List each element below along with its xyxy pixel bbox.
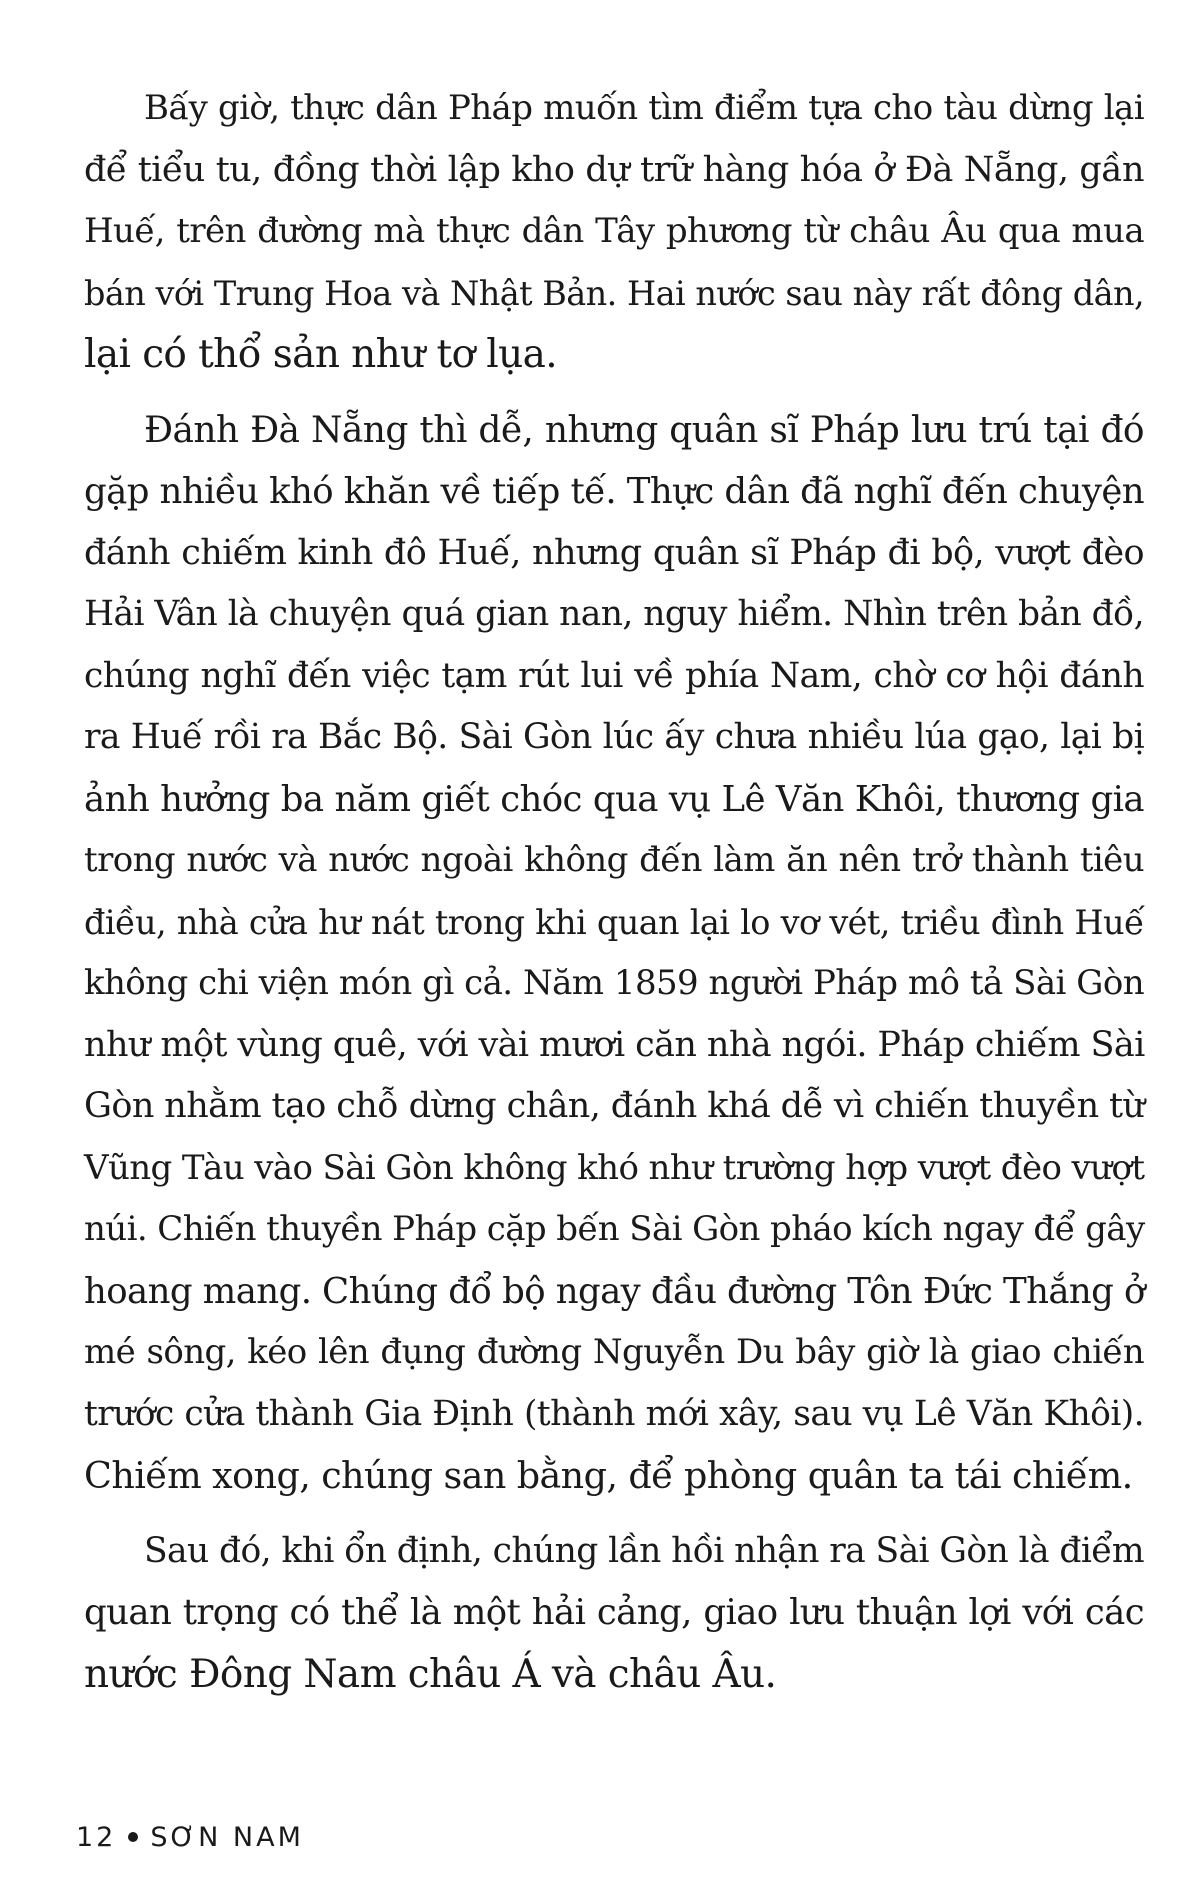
text-line: như một vùng quê, với vài mươi căn nhà ngói. Pháp chiếm Sài — [84, 1024, 1145, 1065]
text-line: gặp nhiều khó khăn về tiếp tế. Thực dân đã nghĩ đến chuyện — [84, 471, 1144, 512]
page-footer — [76, 1822, 304, 1853]
text-line: điều, nhà cửa hư nát trong khi quan lại lo vơ vét, triều đình Huế — [84, 902, 1144, 942]
page-body — [84, 78, 1144, 1719]
text-line: lại có thổ sản như tơ lụa. — [84, 332, 558, 377]
text-line: Chiếm xong, chúng san bằng, để phòng quân ta tái chiếm. — [84, 1454, 1133, 1497]
text-line: Gòn nhằm tạo chỗ dừng chân, đánh khá dễ vì chiến thuyền từ — [84, 1086, 1145, 1126]
paragraph-1 — [84, 78, 1144, 386]
author-name: SƠN NAM — [150, 1822, 304, 1853]
text-line: trước cửa thành Gia Định (thành mới xây, sau vụ Lê Văn Khôi). — [84, 1393, 1144, 1434]
text-line: đánh chiếm kinh đô Huế, nhưng quân sĩ Pháp đi bộ, vượt đèo — [84, 532, 1144, 573]
text-line: núi. Chiến thuyền Pháp cặp bến Sài Gòn pháo kích ngay để gây — [84, 1209, 1145, 1249]
text-line: nước Đông Nam châu Á và châu Âu. — [84, 1651, 777, 1697]
paragraph-2 — [84, 400, 1144, 1507]
text-line: không chi viện món gì cả. Năm 1859 người Pháp mô tả Sài Gòn — [84, 963, 1144, 1003]
text-line: quan trọng có thể là một hải cảng, giao lưu thuận lợi với các — [84, 1592, 1144, 1633]
text-line: Vũng Tàu vào Sài Gòn không khó như trường hợp vượt đèo vượt — [84, 1147, 1145, 1188]
bullet-separator-icon — [128, 1832, 138, 1842]
text-line: hoang mang. Chúng đổ bộ ngay đầu đường Tôn Đức Thắng ở — [84, 1270, 1145, 1312]
paragraph-3 — [84, 1521, 1144, 1706]
text-line: bán với Trung Hoa và Nhật Bản. Hai nước sau này rất đông dân, — [84, 273, 1144, 313]
text-line: mé sông, kéo lên đụng đường Nguyễn Du bây giờ là giao chiến — [84, 1332, 1144, 1372]
text-line: trong nước và nước ngoài không đến làm ăn nên trở thành tiêu — [84, 840, 1144, 880]
text-line: ảnh hưởng ba năm giết chóc qua vụ Lê Văn Khôi, thương gia — [84, 778, 1144, 820]
text-line: Bấy giờ, thực dân Pháp muốn tìm điểm tựa cho tàu dừng lại — [144, 88, 1144, 128]
text-line: Huế, trên đường mà thực dân Tây phương từ châu Âu qua mua — [84, 211, 1144, 251]
page-number: 12 — [76, 1822, 117, 1853]
text-line: ra Huế rồi ra Bắc Bộ. Sài Gòn lúc ấy chưa nhiều lúa gạo, lại bị — [84, 717, 1144, 757]
text-line: chúng nghĩ đến việc tạm rút lui về phía Nam, chờ cơ hội đánh — [84, 655, 1144, 696]
text-line: Sau đó, khi ổn định, chúng lần hồi nhận ra Sài Gòn là điểm — [144, 1530, 1144, 1571]
text-line: Hải Vân là chuyện quá gian nan, nguy hiểm. Nhìn trên bản đồ, — [84, 594, 1144, 634]
text-line: để tiểu tu, đồng thời lập kho dự trữ hàng hóa ở Đà Nẵng, gần — [84, 149, 1144, 190]
text-line: Đánh Đà Nẵng thì dễ, nhưng quân sĩ Pháp lưu trú tại đó — [144, 409, 1144, 451]
